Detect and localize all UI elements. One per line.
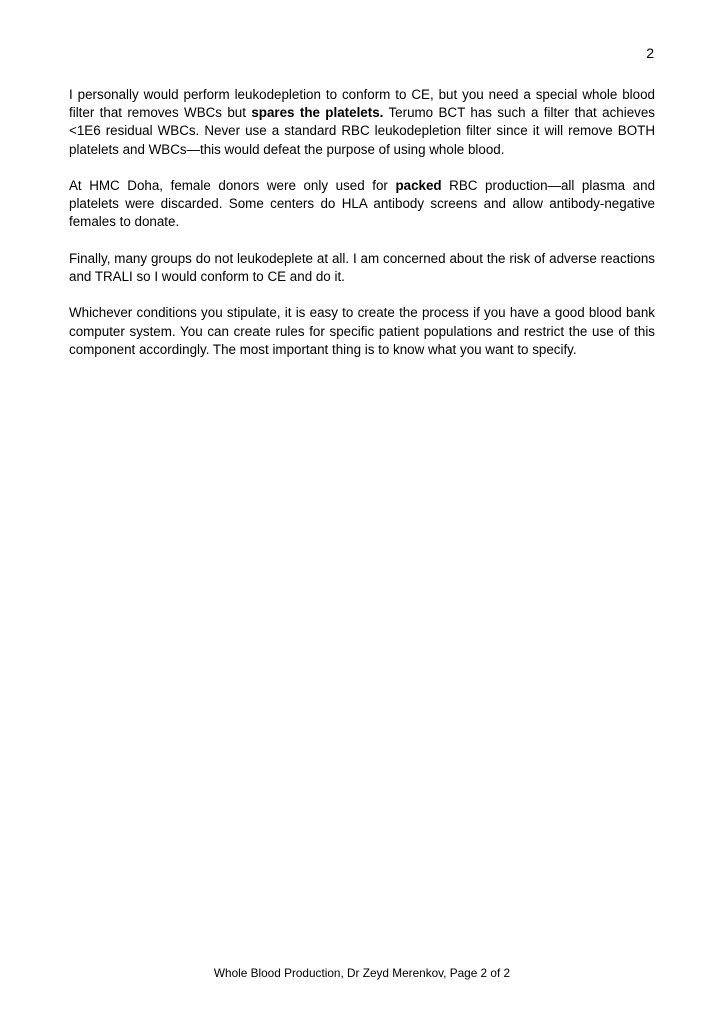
paragraph-leukodepletion	[69, 86, 655, 159]
paragraph-text: Terumo BCT has such a filter that achieves <1E6 residual WBCs. Never use a standard RBC leukodepletion filter since it will remove BOTH platelets and WBCs—this would defeat the purpose of using whole blood.	[69, 105, 655, 157]
page-footer: Whole Blood Production, Dr Zeyd Merenkov, Page 2 of 2	[213, 966, 511, 980]
document-body	[69, 86, 655, 377]
page-number: 2	[646, 45, 654, 61]
paragraph-text: RBC production—all plasma and platelets were discarded. Some centers do HLA antibody screens and allow antibody-negative females to donate.	[69, 178, 656, 230]
paragraph-computer-system	[69, 304, 655, 359]
emphasis-text: packed	[395, 178, 442, 193]
paragraph-text: Whichever conditions you stipulate, it is easy to create the process if you have a good blood bank computer system. You can create rules for specific patient populations and restrict the use of this component accordingly. The most important thing is to know what you want to specify.	[69, 305, 655, 357]
paragraph-trali	[69, 250, 655, 286]
emphasis-text: spares the platelets.	[251, 105, 384, 121]
paragraph-text: At HMC Doha, female donors were only used for	[69, 178, 396, 193]
paragraph-text: I personally would perform leukodepletion to conform to CE, but you need a special whole blood filter that removes WBCs but	[69, 87, 655, 121]
paragraph-female-donors	[69, 177, 655, 232]
paragraph-text: Finally, many groups do not leukodeplete at all. I am concerned about the risk of adverse reactions and TRALI so I would conform to CE and do it.	[69, 250, 655, 284]
